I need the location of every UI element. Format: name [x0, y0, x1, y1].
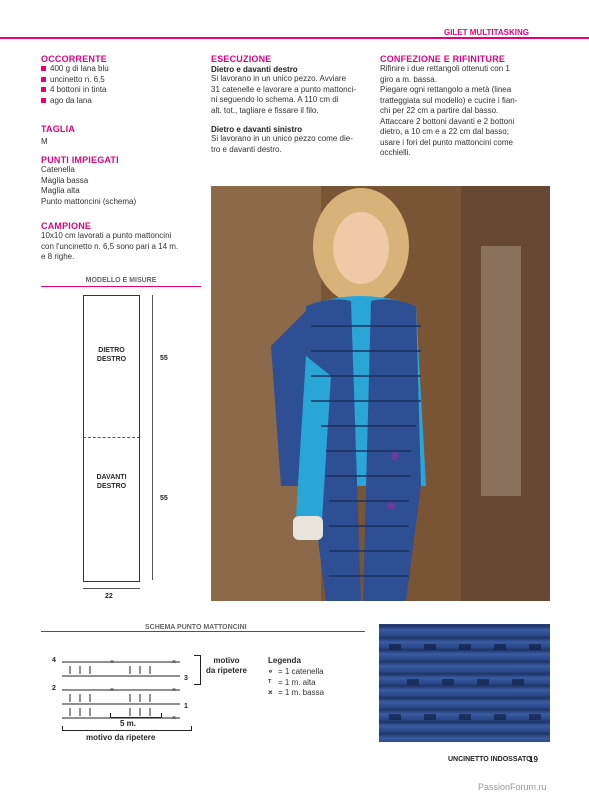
legend-item: × = 1 m. bassa — [268, 688, 325, 697]
svg-text:×: × — [172, 659, 177, 666]
stitch-swatch-photo — [379, 624, 550, 742]
model-photo — [211, 186, 550, 601]
bullet-icon — [41, 77, 46, 82]
confezione-line: occhielli. — [380, 148, 411, 157]
confezione-line: tratteggiata sul modello) e cucire i fian- — [380, 95, 518, 105]
dim-top-label: 55 — [160, 355, 168, 362]
motivo-bottom-label: motivo da ripetere — [86, 733, 156, 742]
bullet-icon — [41, 66, 46, 71]
bottom-panel-label: DAVANTI DESTRO — [96, 474, 127, 490]
model-photo-illustration — [211, 186, 550, 601]
confezione-line: chi per 22 cm a partire dal basso. — [380, 106, 499, 115]
occorrente-section — [41, 54, 201, 106]
confezione-line: dietro, a 10 cm e a 22 cm dal basso; — [380, 127, 509, 136]
campione-line: con l'uncinetto n. 6,5 sono pari a 14 m. — [41, 241, 179, 251]
taglia-heading: TAGLIA — [41, 124, 76, 134]
confezione-line: giro a m. bassa. — [380, 74, 437, 84]
esecuzione-line: Si lavorano in un unico pezzo. Avviare — [211, 74, 347, 83]
punti-item: Catenella — [41, 165, 75, 174]
fold-line — [83, 437, 140, 438]
confezione-section — [380, 54, 550, 159]
modello-heading: MODELLO E MISURE — [41, 277, 201, 284]
esecuzione-line: 31 catenelle e lavorare a punto mattonci- — [211, 84, 356, 94]
occorrente-item: 4 bottoni in tinta — [41, 85, 201, 96]
esecuzione-line: alt. tot., tagliare e fissare il filo. — [211, 105, 319, 115]
occorrente-item: 400 g di lana blu — [41, 64, 201, 75]
watermark: PassionForum.ru — [478, 782, 547, 792]
confezione-heading: CONFEZIONE E RIFINITURE — [380, 54, 506, 64]
span-label: 5 m. — [120, 719, 137, 728]
double-crochet-icon: ᵀ — [268, 677, 272, 687]
campione-line: 10x10 cm lavorati a punto mattoncini — [41, 231, 172, 240]
header-rule — [0, 37, 589, 39]
punti-section — [41, 155, 201, 207]
esecuzione-section — [211, 54, 376, 155]
confezione-line: Attaccare 2 bottoni davanti e 2 bottoni — [380, 116, 515, 126]
confezione-line: Piegare ogni rettangolo a metà (linea — [380, 85, 512, 94]
row-label-4: 4 — [52, 657, 56, 664]
taglia-section — [41, 124, 201, 148]
campione-line: e 8 righe. — [41, 252, 75, 261]
modello-rule — [41, 286, 201, 287]
legend — [268, 656, 368, 699]
occorrente-item: uncinetto n. 6,5 — [41, 75, 201, 86]
occorrente-heading: OCCORRENTE — [41, 54, 108, 64]
legend-item: ᵀ = 1 m. alta — [268, 677, 316, 687]
punti-item: Punto mattoncini (schema) — [41, 196, 137, 206]
footer-section-label: UNCINETTO INDOSSATO — [448, 756, 532, 763]
legend-item: ∘ = 1 catenella — [268, 667, 324, 676]
row-label-3: 3 — [184, 675, 188, 682]
bullet-icon — [41, 87, 46, 92]
chain-stitch-icon: ∘ — [268, 667, 274, 676]
dim-line-vertical — [152, 295, 153, 580]
punti-item: Maglia alta — [41, 186, 80, 195]
page-number: 19 — [529, 755, 538, 764]
bracket-right — [194, 655, 201, 685]
campione-heading: CAMPIONE — [41, 221, 92, 231]
svg-text:×: × — [110, 659, 115, 666]
schema-rule — [41, 631, 365, 632]
row-label-2: 2 — [52, 685, 56, 692]
top-panel-label: DIETRO DESTRO — [96, 347, 127, 363]
svg-text:×: × — [110, 687, 115, 694]
esecuzione-subheading: Dietro e davanti destro — [211, 65, 298, 74]
bullet-icon — [41, 98, 46, 103]
confezione-line: usare i fori del punto mattoncini come — [380, 137, 513, 147]
esecuzione-subheading: Dietro e davanti sinistro — [211, 125, 303, 134]
campione-section — [41, 221, 211, 263]
swatch-illustration — [379, 624, 550, 742]
span-bracket — [110, 713, 162, 718]
svg-text:×: × — [172, 715, 177, 722]
dim-bottom-label: 55 — [160, 495, 168, 502]
confezione-line: Rifinire i due rettangoli ottenuti con 1 — [380, 64, 510, 73]
occorrente-item: ago da lana — [41, 96, 201, 107]
punti-heading: PUNTI IMPIEGATI — [41, 155, 119, 165]
header-title: GILET MULTITASKING — [443, 28, 529, 37]
svg-text:×: × — [172, 687, 177, 694]
schema-heading: SCHEMA PUNTO MATTONCINI — [140, 624, 252, 631]
dim-line-horizontal — [83, 588, 140, 589]
esecuzione-heading: ESECUZIONE — [211, 54, 272, 64]
bottom-bracket — [62, 726, 192, 731]
esecuzione-line: Si lavorano in un unico pezzo come die- — [211, 134, 353, 143]
legend-title: Legenda — [268, 656, 301, 665]
esecuzione-line: tro e davanti destro. — [211, 144, 282, 154]
pattern-rectangle — [83, 295, 140, 582]
motivo-right-label: motivo da ripetere — [206, 656, 247, 675]
dim-width-label: 22 — [105, 593, 113, 600]
punti-item: Maglia bassa — [41, 175, 89, 185]
taglia-value: M — [41, 137, 48, 146]
row-label-1: 1 — [184, 703, 188, 710]
esecuzione-line: ni seguendo lo schema. A 110 cm di — [211, 95, 339, 104]
single-crochet-icon: × — [268, 688, 273, 697]
